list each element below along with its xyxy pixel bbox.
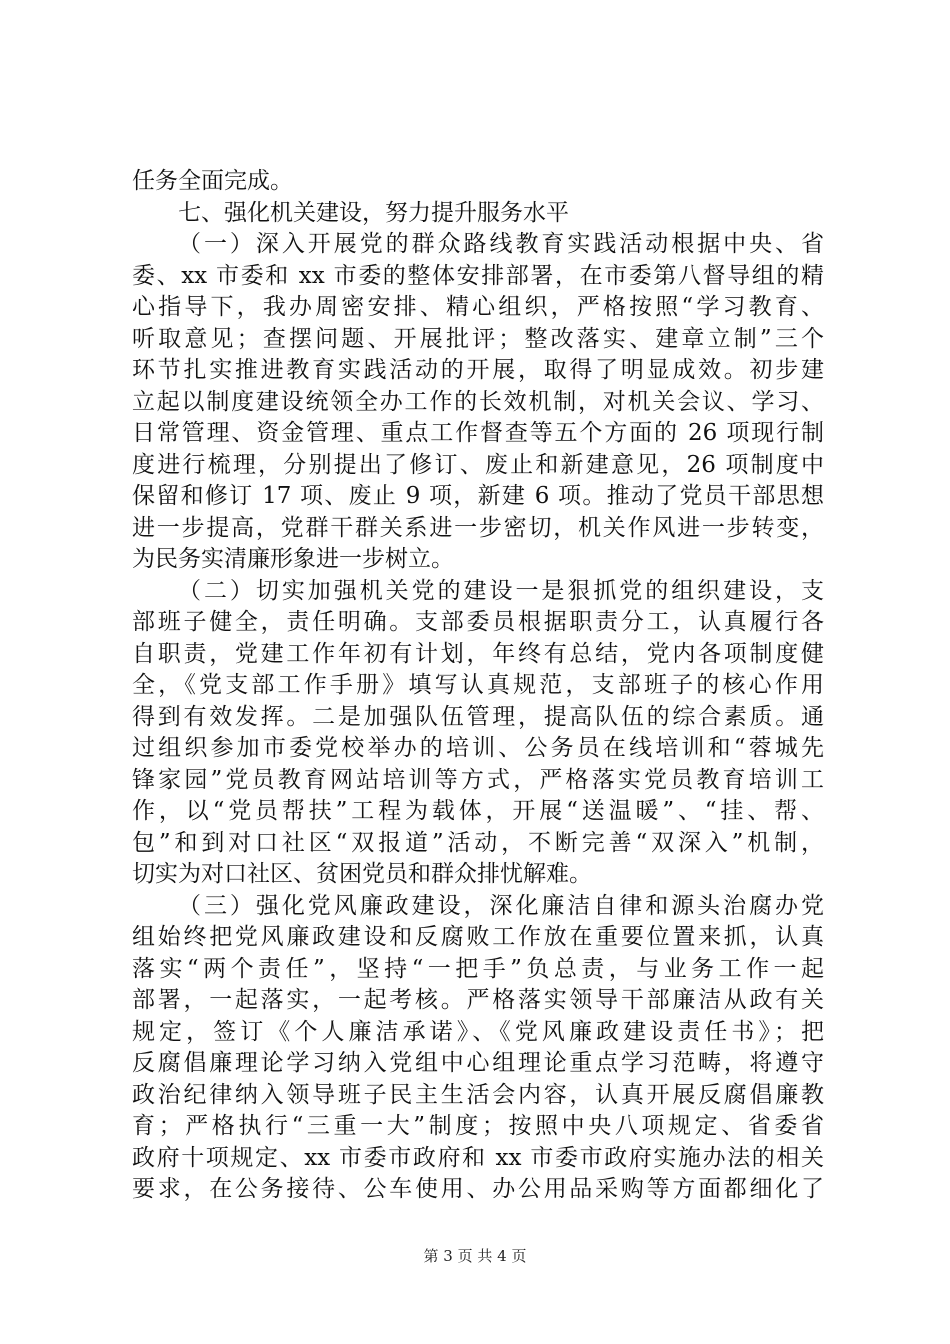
text-line: 得到有效发挥。二是加强队伍管理，提高队伍的综合素质。通 (132, 703, 824, 730)
text-line: 部班子健全，责任明确。支部委员根据职责分工，认真履行各 (132, 609, 824, 635)
text-line: 度进行梳理，分别提出了修订、废止和新建意见，26 项制度中 (132, 451, 824, 478)
text-line: 包”和到对口社区“双报道”活动，不断完善“双深入”机制， (132, 829, 824, 856)
text-line: 育；严格执行“三重一大”制度；按照中央八项规定、省委省 (132, 1113, 824, 1139)
document-body (132, 166, 824, 1206)
text-line: 锋家园”党员教育网站培训等方式，严格落实党员教育培训工 (132, 766, 824, 793)
text-line: 切实为对口社区、贫困党员和群众排忧解难。 (132, 861, 592, 887)
text-line: 心指导下，我办周密安排、精心组织，严格按照“学习教育、 (132, 294, 824, 320)
text-line: 任务全面完成。 (132, 168, 293, 194)
text-line: 政治纪律纳入领导班子民主生活会内容，认真开展反腐倡廉教 (132, 1081, 824, 1108)
text-line: 自职责，党建工作年初有计划，年终有总结，党内各项制度健 (132, 640, 824, 667)
text-line: 立起以制度建设统领全办工作的长效机制，对机关会议、学习、 (132, 388, 824, 415)
text-line: 保留和修订 17 项、废止 9 项，新建 6 项。推动了党员干部思想 (132, 483, 824, 509)
text-line: 进一步提高，党群干群关系进一步密切，机关作风进一步转变， (132, 514, 824, 541)
text-line: 委、xx 市委和 xx 市委的整体安排部署，在市委第八督导组的精 (132, 262, 824, 289)
text-line: 为民务实清廉形象进一步树立。 (132, 546, 454, 572)
text-line: 环节扎实推进教育实践活动的开展，取得了明显成效。初步建 (132, 357, 824, 383)
text-line: 规定，签订《个人廉洁承诺》、《党风廉政建设责任书》；把 (132, 1018, 824, 1045)
text-line: 作，以“党员帮扶”工程为载体，开展“送温暖”、“挂、帮、 (132, 798, 824, 824)
text-line: 要求，在公务接待、公车使用、办公用品采购等方面都细化了 (132, 1176, 824, 1202)
text-line: （一）深入开展党的群众路线教育实践活动根据中央、省 (178, 231, 824, 257)
text-line: 组始终把党风廉政建设和反腐败工作放在重要位置来抓，认真 (132, 924, 824, 950)
text-line: 过组织参加市委党校举办的培训、公务员在线培训和“蓉城先 (132, 735, 824, 761)
text-line: 反腐倡廉理论学习纳入党组中心组理论重点学习范畴，将遵守 (132, 1050, 824, 1076)
page-footer: 第 3 页 共 4 页 (423, 1247, 527, 1265)
text-line: 七、强化机关建设，努力提升服务水平 (178, 199, 569, 226)
text-line: （二）切实加强机关党的建设一是狠抓党的组织建设，支 (178, 577, 824, 604)
text-line: 部署，一起落实，一起考核。严格落实领导干部廉洁从政有关 (132, 987, 824, 1013)
text-line: 全，《党支部工作手册》填写认真规范，支部班子的核心作用 (132, 672, 824, 698)
text-line: 政府十项规定、xx 市委市政府和 xx 市委市政府实施办法的相关 (132, 1144, 824, 1171)
text-line: （三）强化党风廉政建设，深化廉洁自律和源头治腐办党 (178, 892, 824, 919)
text-line: 听取意见；查摆问题、开展批评；整改落实、建章立制”三个 (132, 325, 824, 352)
text-line: 日常管理、资金管理、重点工作督查等五个方面的 26 项现行制 (132, 420, 824, 446)
text-line: 落实“两个责任”，坚持“一把手”负总责，与业务工作一起 (132, 955, 824, 982)
